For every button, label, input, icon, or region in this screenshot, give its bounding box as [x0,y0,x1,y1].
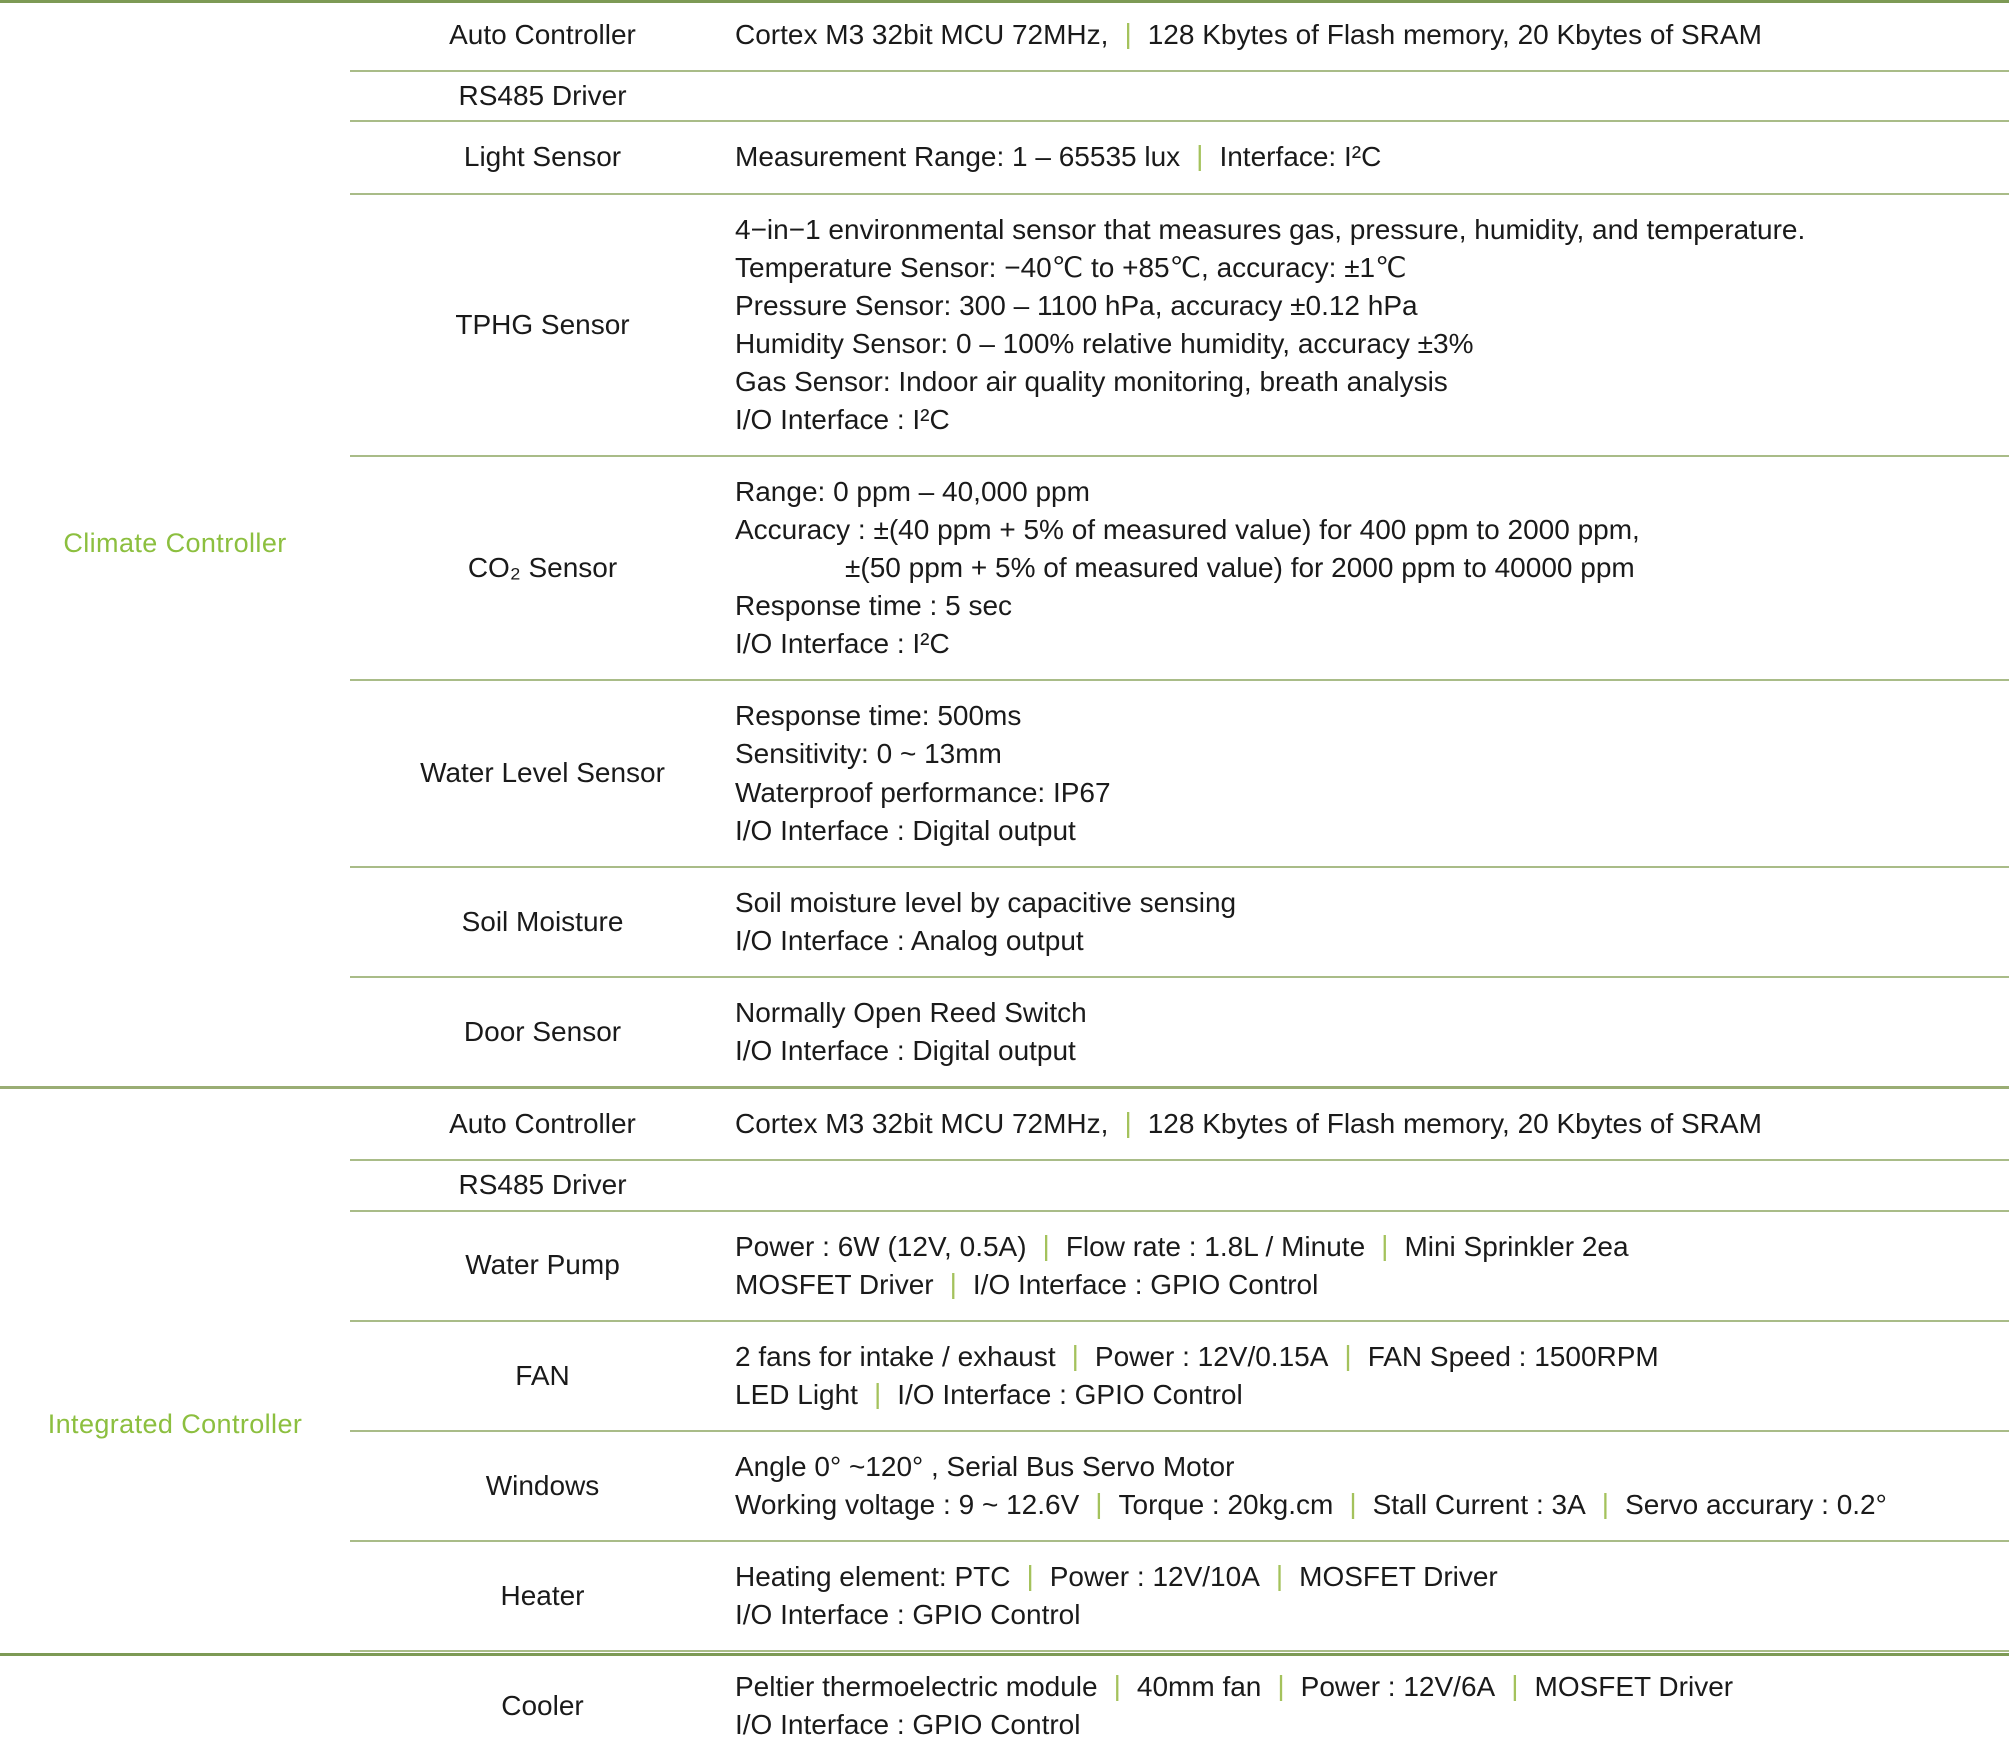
component-name: FAN [515,1359,570,1391]
spec-segment: I/O Interface : GPIO Control [735,1599,1081,1631]
spec-line [735,1228,2001,1266]
spec-line [735,401,2001,439]
spec-segment: Soil moisture level by capacitive sensing [735,886,1237,918]
category-label: Climate Controller [63,527,287,558]
spec-segment: Temperature Sensor: −40℃ to +85℃, accuracy: ±1℃ [735,251,1407,283]
spec-line [735,625,2001,663]
spec-line [735,325,2001,363]
segment-separator-icon: | [1277,1670,1285,1702]
spec-segment: Response time: 500ms [735,700,1022,732]
table-row [350,1650,2009,1760]
spec-segment: Gas Sensor: Indoor air quality monitoring, breath analysis [735,365,1448,397]
spec-segment: I/O Interface : GPIO Control [735,1709,1081,1741]
spec-line [735,1266,2001,1304]
spec-segment: Flow rate : 1.8L / Minute [1065,1230,1366,1262]
spec-line [735,1032,2001,1070]
spec-line [735,697,2001,735]
category-label: Integrated Controller [47,1409,303,1440]
spec-line [735,1448,2001,1486]
table-row [350,193,2009,455]
table-row [350,866,2009,976]
spec-segment: I/O Interface : I²C [735,403,950,435]
spec-segment: Power : 6W (12V, 0.5A) [735,1230,1027,1262]
table-row [350,70,2009,120]
table-row [350,0,2009,70]
spec-segment: Mini Sprinkler 2ea [1404,1230,1629,1262]
component-spec [735,0,2009,70]
component-spec [735,1089,2009,1159]
component-name: RS485 Driver [458,1169,627,1201]
spec-line [735,774,2001,812]
spec-segment: I/O Interface : Analog output [735,924,1084,956]
spec-segment: Servo accurary : 0.2° [1625,1488,1887,1520]
spec-segment: Waterproof performance: IP67 [735,776,1111,808]
component-name: Door Sensor [463,1015,622,1047]
spec-line [735,735,2001,773]
controller-group [0,1089,2009,1760]
component-name: TPHG Sensor [455,308,630,340]
spec-segment: MOSFET Driver [735,1268,934,1300]
segment-separator-icon: | [1071,1339,1079,1371]
spec-line [735,922,2001,960]
spec-segment: Power : 12V/0.15A [1094,1340,1329,1372]
spec-line [735,1596,2001,1634]
component-name: Auto Controller [449,1107,636,1139]
segment-separator-icon: | [1381,1229,1389,1261]
spec-line [735,511,2001,549]
component-name: Cooler [501,1690,584,1721]
spec-line [735,249,2001,287]
spec-segment: Stall Current : 3A [1372,1488,1586,1520]
spec-segment: 2 fans for intake / exhaust [735,1340,1056,1372]
spec-segment: MOSFET Driver [1534,1671,1734,1703]
component-spec [735,978,2009,1086]
spec-line [735,287,2001,325]
segment-separator-icon: | [1095,1487,1103,1519]
spec-line [735,1706,2001,1744]
spec-line [735,549,2001,587]
spec-line [735,1338,2001,1376]
spec-segment: Peltier thermoelectric module [735,1671,1098,1703]
spec-rows [350,0,2009,1086]
spec-segment: Cortex M3 32bit MCU 72MHz, [735,1108,1109,1140]
component-name: Soil Moisture [461,905,624,937]
table-row [350,1159,2009,1209]
segment-separator-icon: | [873,1377,882,1409]
segment-separator-icon: | [1344,1339,1352,1371]
spec-line [735,1668,2001,1706]
spec-segment: I/O Interface : I²C [735,628,950,660]
table-row [350,1320,2009,1430]
component-name: Light Sensor [463,141,622,173]
component-spec [735,122,2009,192]
segment-separator-icon: | [949,1267,957,1299]
component-name: CO₂ Sensor [467,552,618,584]
segment-separator-icon: | [1113,1670,1121,1702]
spec-segment: Normally Open Reed Switch [735,996,1087,1028]
spec-segment: Torque : 20kg.cm [1118,1488,1334,1520]
spec-segment: Sensitivity: 0 ~ 13mm [735,738,1002,770]
table-row [350,120,2009,192]
segment-separator-icon: | [1349,1487,1357,1519]
spec-line [735,473,2001,511]
component-spec [735,1161,2009,1209]
component-spec [735,1432,2009,1540]
spec-line [735,138,2001,176]
spec-segment: Response time : 5 sec [735,590,1013,622]
spec-segment: ±(50 ppm + 5% of measured value) for 2000 ppm to 40000 ppm [845,552,1635,584]
component-name: Windows [485,1469,600,1501]
component-name: Water Pump [465,1249,620,1281]
spec-line [735,812,2001,850]
spec-line [735,211,2001,249]
spec-segment: I/O Interface : Digital output [735,1034,1076,1066]
component-spec [735,72,2009,120]
spec-line [735,994,2001,1032]
table-row [350,1430,2009,1540]
component-spec [735,681,2009,865]
spec-line [735,587,2001,625]
spec-segment: LED Light [735,1378,858,1410]
spec-line [735,884,2001,922]
spec-line [735,363,2001,401]
spec-segment: Working voltage : 9 ~ 12.6V [735,1488,1080,1520]
spec-segment: 4−in−1 environmental sensor that measures gas, pressure, humidity, and temperature. [735,213,1806,245]
segment-separator-icon: | [1601,1487,1610,1519]
spec-segment: Pressure Sensor: 300 – 1100 hPa, accuracy ±0.12 hPa [735,289,1418,321]
segment-separator-icon: | [1042,1229,1050,1261]
component-spec [735,195,2009,455]
segment-separator-icon: | [1124,1107,1132,1139]
spec-segment: I/O Interface : GPIO Control [897,1378,1243,1410]
segment-separator-icon: | [1026,1559,1034,1591]
spec-segment: Humidity Sensor: 0 – 100% relative humidity, accuracy ±3% [735,327,1474,359]
spec-segment: Angle 0° ~120° , Serial Bus Servo Motor [735,1450,1235,1482]
table-row [350,1540,2009,1650]
component-spec [735,457,2009,679]
table-row [350,1210,2009,1320]
component-spec [735,868,2009,976]
spec-segment: Measurement Range: 1 – 65535 lux [735,141,1181,173]
component-name: Heater [500,1579,585,1611]
table-row [350,679,2009,865]
spec-segment: 128 Kbytes of Flash memory, 20 Kbytes of SRAM [1147,1108,1762,1140]
spec-segment: Accuracy : ±(40 ppm + 5% of measured value) for 400 ppm to 2000 ppm, [735,514,1640,546]
segment-separator-icon: | [1124,18,1132,49]
spec-segment: 40mm fan [1136,1671,1262,1703]
table-row [350,1089,2009,1159]
component-spec [735,1212,2009,1320]
spec-segment: MOSFET Driver [1299,1560,1498,1592]
component-name: RS485 Driver [458,80,627,112]
table-row [350,976,2009,1086]
segment-separator-icon: | [1275,1559,1284,1591]
component-spec [735,1542,2009,1650]
component-name: Water Level Sensor [420,757,665,789]
spec-segment: Heating element: PTC [735,1560,1011,1592]
spec-segment: FAN Speed : 1500RPM [1367,1340,1659,1372]
spec-line [735,1376,2001,1414]
table-row [350,455,2009,679]
segment-separator-icon: | [1511,1670,1519,1702]
category-cell [0,0,350,1086]
spec-line [735,1558,2001,1596]
spec-segment: Range: 0 ppm – 40,000 ppm [735,476,1090,508]
spec-line [735,16,2001,54]
spec-line [735,1486,2001,1524]
spec-segment: Power : 12V/10A [1049,1560,1260,1592]
component-spec [735,1652,2009,1760]
spec-line [735,1105,2001,1143]
spec-segment: Power : 12V/6A [1300,1671,1496,1703]
spec-segment: Cortex M3 32bit MCU 72MHz, [735,19,1109,50]
spec-segment: 128 Kbytes of Flash memory, 20 Kbytes of SRAM [1147,19,1762,50]
table-bottom-rule [0,1653,2009,1656]
category-cell [0,1089,350,1760]
spec-segment: Interface: I²C [1219,141,1382,173]
spec-rows [350,1089,2009,1760]
segment-separator-icon: | [1196,140,1204,172]
component-spec [735,1322,2009,1430]
spec-segment: I/O Interface : GPIO Control [972,1268,1319,1300]
component-name: Auto Controller [449,18,636,50]
spec-segment: I/O Interface : Digital output [735,814,1076,846]
